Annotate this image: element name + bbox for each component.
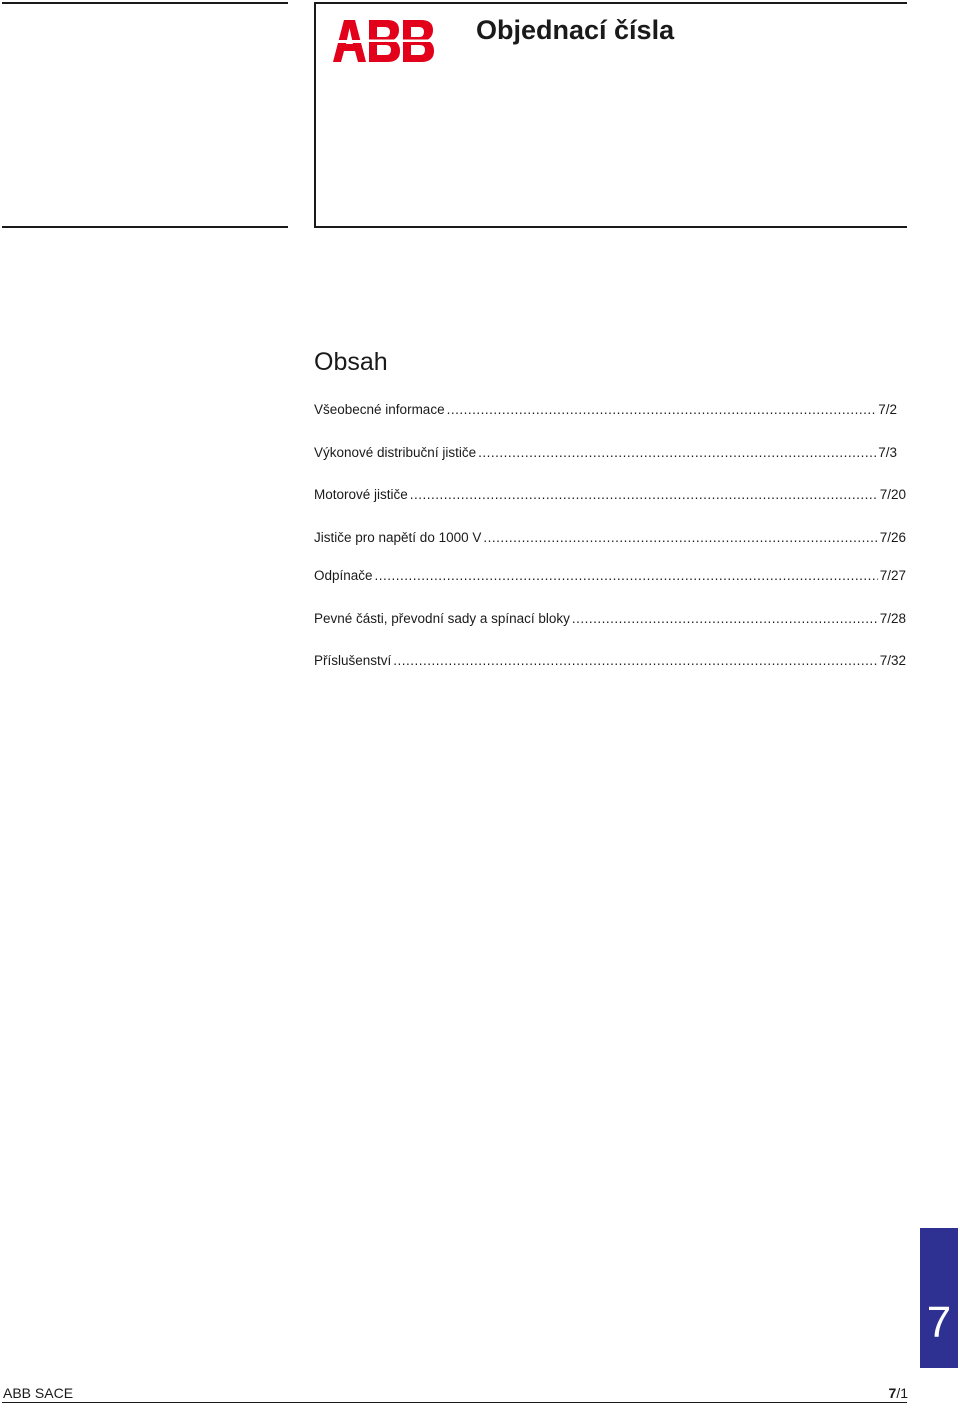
toc-item[interactable] (314, 653, 906, 668)
toc-item-page: 7/2 (878, 402, 897, 417)
toc-item-page: 7/3 (878, 445, 897, 460)
toc-heading: Obsah (314, 348, 388, 376)
toc-leader-dots (375, 568, 878, 583)
toc-item[interactable] (314, 402, 897, 417)
toc-item[interactable] (314, 568, 906, 583)
toc-item-page: 7/27 (879, 568, 906, 583)
toc-leader-dots (410, 487, 878, 502)
chapter-tab-number: 7 (926, 1298, 952, 1347)
toc-item-page: 7/26 (879, 530, 906, 545)
toc-item-page: 7/28 (879, 611, 906, 626)
toc-item-label: Motorové jističe (314, 487, 408, 502)
toc-item-label: Výkonové distribuční jističe (314, 445, 477, 460)
toc-item[interactable] (314, 487, 906, 502)
toc-item-label: Všeobecné informace (314, 402, 445, 417)
abb-logo (333, 20, 435, 62)
toc-item-label: Jističe pro napětí do 1000 V (314, 530, 482, 545)
toc-item-label: Pevné části, převodní sady a spínací bloky (314, 611, 570, 626)
toc-leader-dots (478, 445, 876, 460)
toc-item-page: 7/20 (879, 487, 906, 502)
toc-item-label: Příslušenství (314, 653, 392, 668)
toc-item[interactable] (314, 530, 906, 545)
toc-leader-dots (483, 530, 877, 545)
upper-left-rule (2, 226, 288, 228)
toc-item-label: Odpínače (314, 568, 373, 583)
top-left-rule (2, 2, 288, 4)
toc-leader-dots (393, 653, 877, 668)
footer-page: /1 (896, 1385, 908, 1401)
toc-leader-dots (447, 402, 877, 417)
toc-item[interactable] (314, 611, 906, 626)
footer-company: ABB SACE (3, 1385, 74, 1401)
footer-chapter: 7 (888, 1385, 897, 1401)
chapter-tab (920, 1228, 958, 1368)
toc-leader-dots (572, 611, 878, 626)
toc-item-page: 7/32 (879, 653, 906, 668)
footer-rule (2, 1402, 907, 1403)
footer-page-number (889, 1385, 908, 1401)
page-title: Objednací čísla (476, 15, 675, 45)
toc-item[interactable] (314, 445, 897, 460)
